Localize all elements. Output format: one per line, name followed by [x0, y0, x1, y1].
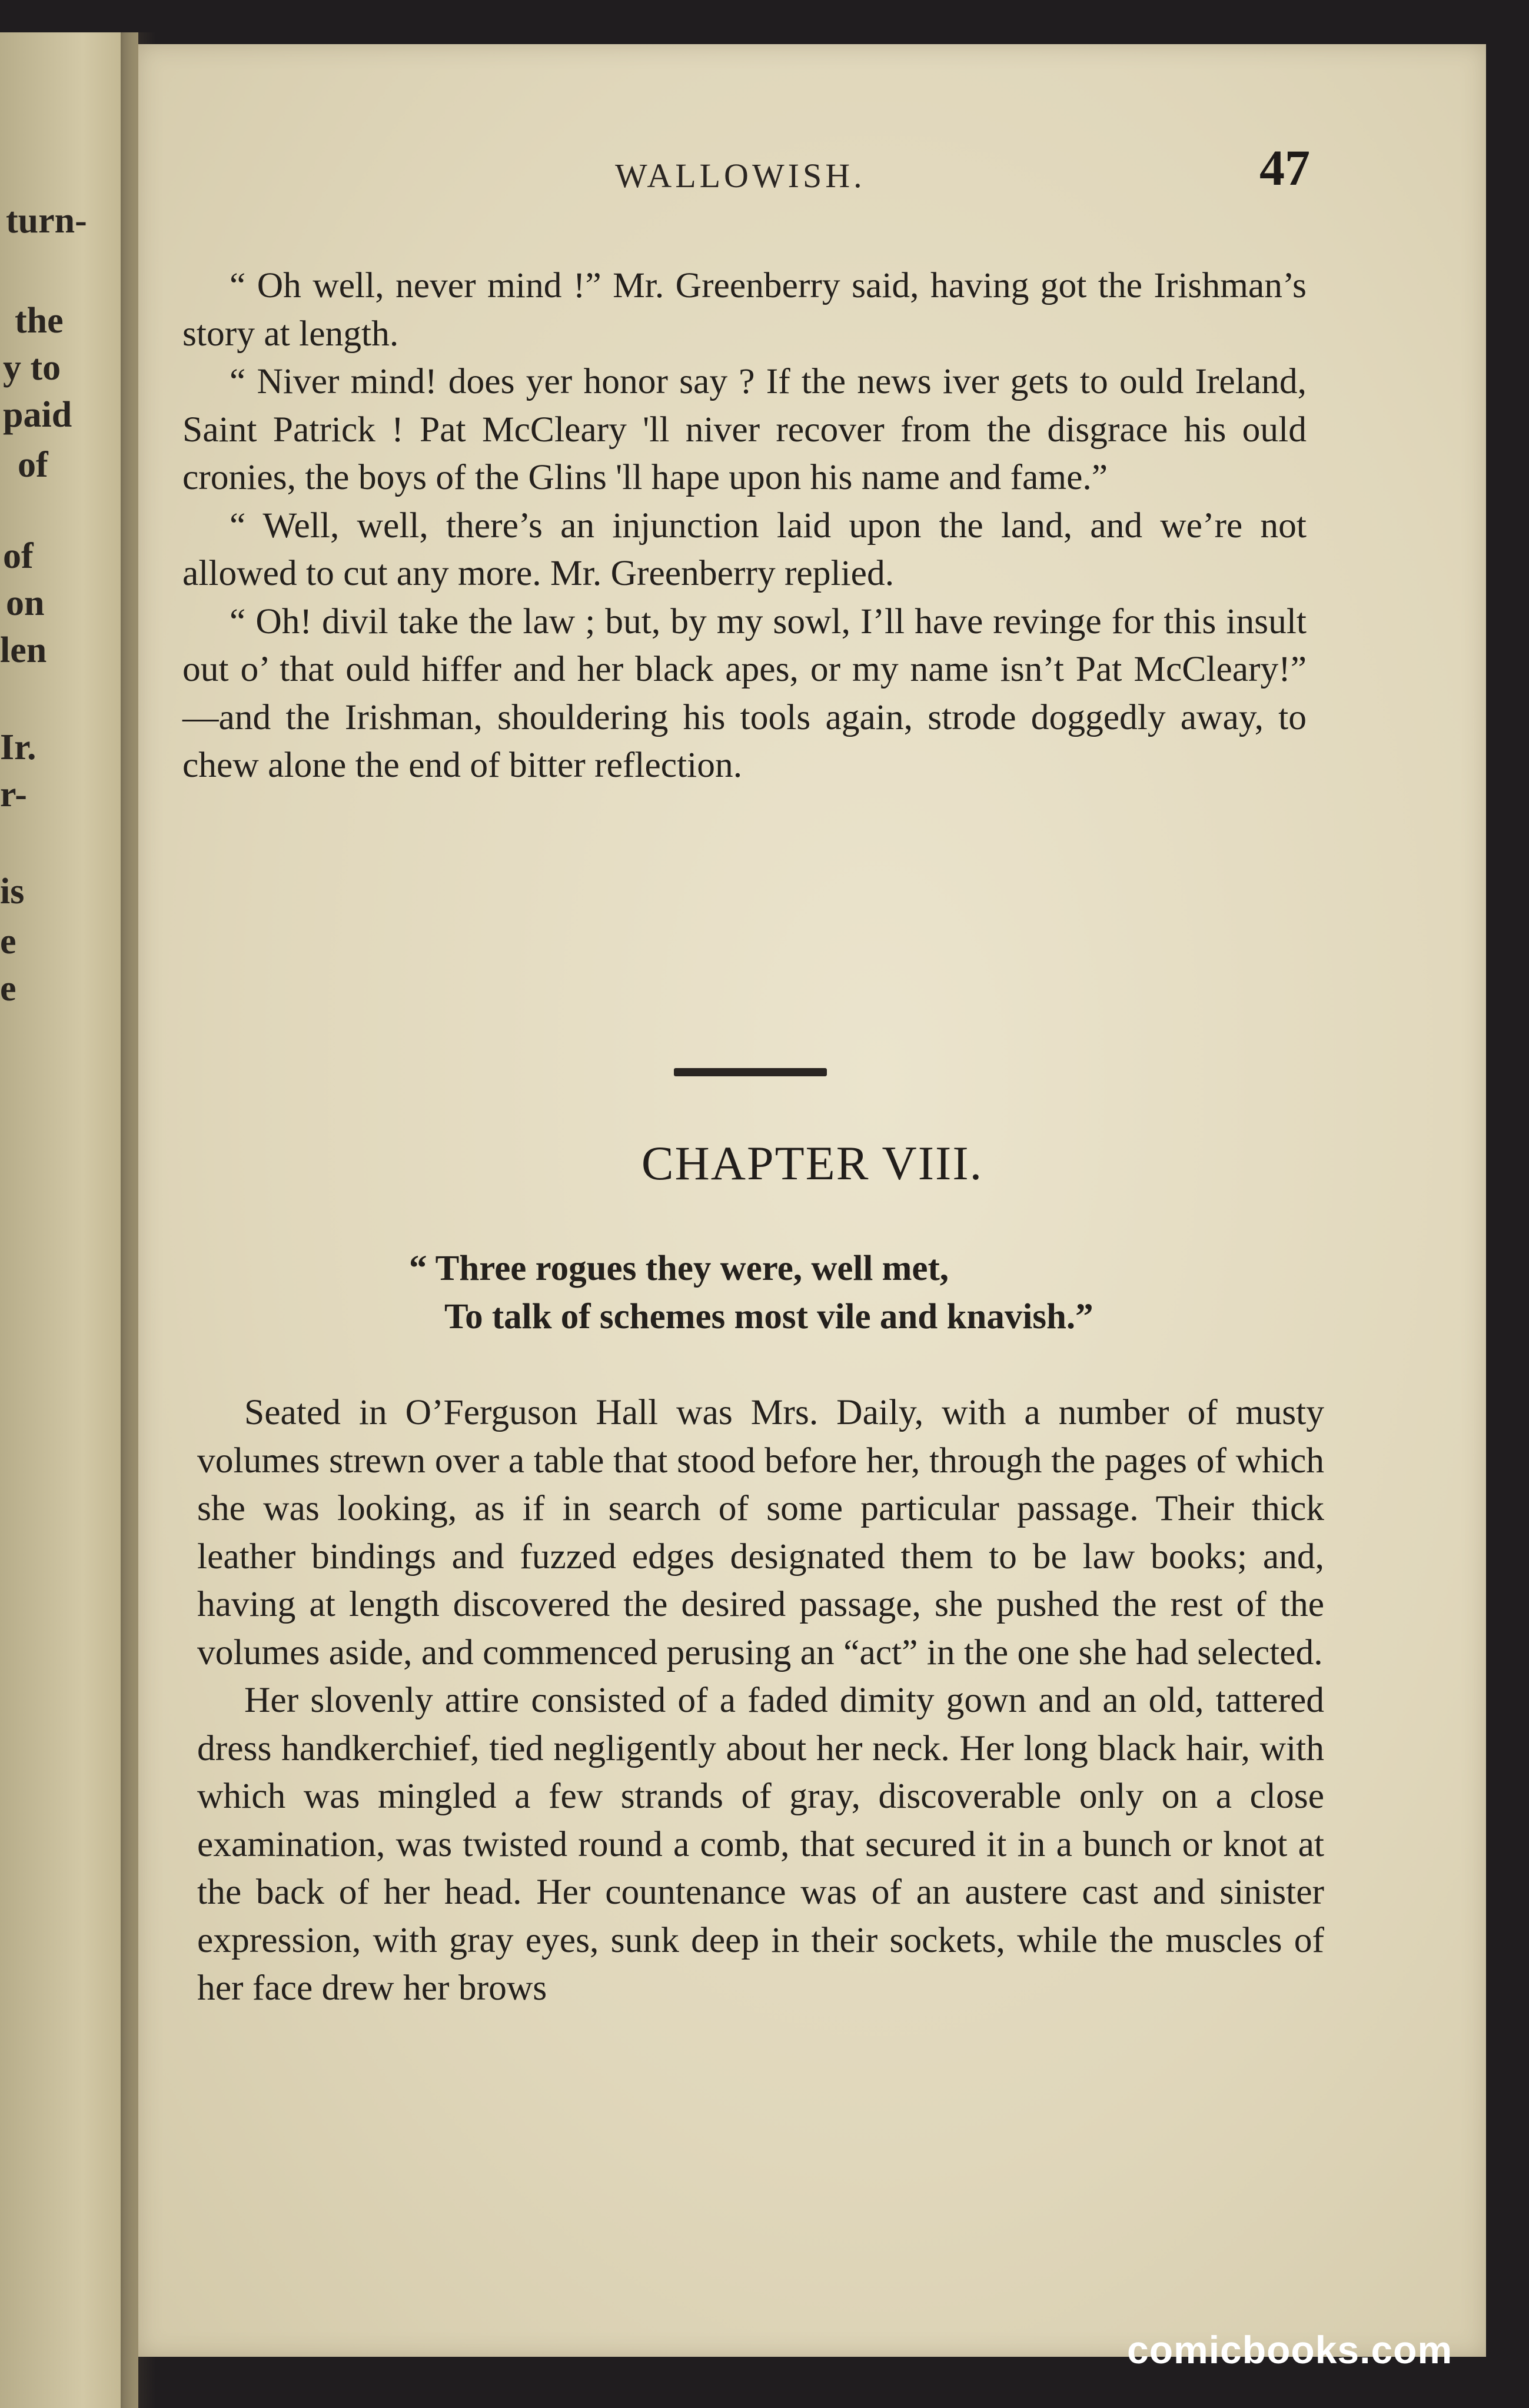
left-page-fragment: of: [3, 536, 34, 576]
left-page-fragment: e: [0, 969, 16, 1009]
page-number: 47: [1259, 139, 1310, 196]
left-page-fragment: r-: [0, 774, 27, 814]
left-page-fragment: Ir.: [0, 727, 36, 767]
site-watermark: comicbooks.com: [1127, 2328, 1453, 2372]
left-page-fragment: e: [0, 922, 16, 962]
left-page-fragment: y to: [3, 348, 61, 388]
left-page-fragment: the: [15, 301, 64, 341]
left-page-fragment: len: [0, 630, 47, 670]
chapter-heading: CHAPTER VIII.: [641, 1136, 983, 1190]
paragraph: Seated in O’Ferguson Hall was Mrs. Daily, with a number of musty volumes strewn over a table that stood before her, through the pages of which she was looking, as if in search of some particular passage. Their thick leather bindings and fuzzed edges designated them to be law books; and, having at length discovered the desired passage, she pushed the rest of the volumes aside, and commenced perusing an “act” in the one she had selected.: [197, 1392, 1324, 1672]
running-head: WALLOWISH.: [615, 157, 866, 195]
section-divider-rule: [674, 1068, 827, 1076]
chapter-epigraph: [409, 1245, 1292, 1341]
paragraph: “ Niver mind! does yer honor say ? If the news iver gets to ould Ireland, Saint Patrick ! Pat McCleary 'll niver recover from the disgrace his ould cronies, the boys of the Glins 'll hape upon his name and fame.”: [182, 361, 1307, 497]
right-page: [138, 44, 1486, 2357]
paragraph: “ Oh! divil take the law ; but, by my sowl, I’ll have revinge for this insult out o’ that ould hiffer and her black apes, or my name isn’t Pat McCleary!” —and the Irishman, shouldering his tools again, strode doggedly away, to chew alone the end of bitter reflection.: [182, 601, 1307, 785]
left-page-fragment: of: [18, 445, 48, 485]
left-page-fragment: paid: [3, 395, 72, 435]
bottom-text-block: [197, 1389, 1324, 2013]
paragraph: Her slovenly attire consisted of a faded dimity gown and an old, tattered dress handkerchief, tied negligently about her neck. Her long black hair, with which was mingled a few strands of gray, discoverable only on a close examination, was twisted round a comb, that secured it in a bunch or knot at the back of her head. Her countenance was of an austere cast and sinister expression, with gray eyes, sunk deep in their sockets, while the muscles of her face drew her brows: [197, 1680, 1324, 2008]
epigraph-line: To talk of schemes most vile and knavish.”: [444, 1297, 1093, 1336]
left-page-fragment: is: [0, 872, 25, 912]
paragraph: “ Oh well, never mind !” Mr. Greenberry said, having got the Irishman’s story at length.: [182, 265, 1307, 354]
left-page-fragment: on: [6, 583, 45, 623]
left-page-edge: [0, 32, 138, 2408]
top-text-block: [182, 262, 1307, 790]
epigraph-line: “ Three rogues they were, well met,: [409, 1249, 949, 1288]
left-page-fragment: turn-: [6, 201, 87, 241]
paragraph: “ Well, well, there’s an injunction laid upon the land, and we’re not allowed to cut any more. Mr. Greenberry replied.: [182, 505, 1307, 593]
